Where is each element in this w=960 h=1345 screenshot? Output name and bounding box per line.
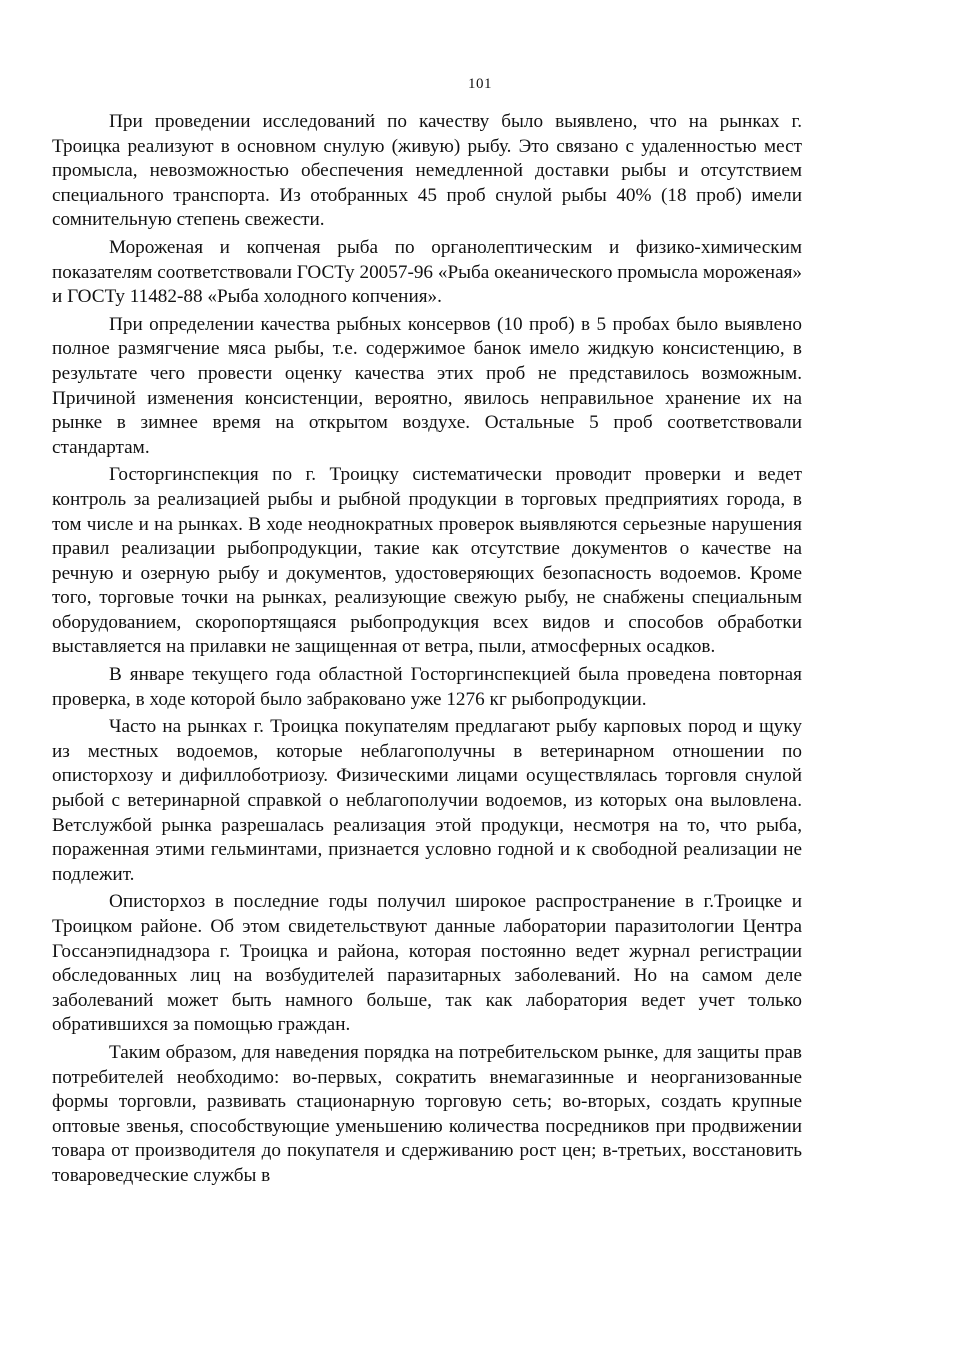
paragraph-8: Таким образом, для наведения порядка на потребительском рынке, для защиты прав потребителей необходимо: во-первых, сократить внемагазинные и неорганизованные формы торговли, развивать стационарную торговую сеть; во-вторых, создать крупные оптовые звенья, способствующие уменьшению количества посредников при продвижении товара от производителя до покупателя и сдерживанию рост цен; в-третьих, восстановить товароведческие службы в [52,1041,802,1186]
paragraph-4: Госторгинспекция по г. Троицку систематически проводит проверки и ведет контроль за реализацией рыбы и рыбной продукции в торговых предприятиях города, в том числе и на рынках. В ходе неоднократных проверок выявляются серьезные нарушения правил реализации рыбопродукции, такие как отсутствие документов о качестве на речную и озерную рыбу и документов, удостоверяющих безопасность водоемов. Кроме того, торговые точки на рынках, реализующие свежую рыбу, не снабжены специальным оборудованием, скоропортящаяся рыбопродукция всех видов и способов обработки выставляется на прилавки не защищенная от ветра, пыли, атмосферных осадков. [52,464,802,658]
paragraph-2: Мороженая и копченая рыба по органолептическим и физико-химическим показателям соответствовали ГОСТу 20057-96 «Рыба океанического промысла мороженая» и ГОСТу 11482-88 «Рыба холодного копчения». [52,236,802,308]
paragraph-6: Часто на рынках г. Троицка покупателям предлагают рыбу карповых пород и щуку из местных водоемов, которые неблагополучны в ветеринарном отношении по описторхозу и дифиллоботриозу. Физическими лицами осуществлялась торговля снулой рыбой с ветеринарной справкой о неблагополучии водоемов, из которых она выловлена. Ветслужбой рынка разрешалась реализация этой продукци, несмотря на то, что рыба, пораженная этими гельминтами, признается условно годной и к свободной реализации не подлежит. [52,716,802,885]
paragraph-7: Описторхоз в последние годы получил широкое распространение в г.Троицке и Троицком районе. Об этом свидетельствуют данные лаборатории паразитологии Центра Госсанэпиднадзора г. Троицка и района, которая постоянно ведет журнал регистрации обследованных лиц на возбудителей паразитарных заболеваний. Но на самом деле заболеваний может быть намного больше, так как лаборатория ведет учет только обратившихся за помощью граждан. [52,891,802,1036]
paragraph-1: При проведении исследований по качеству было выявлено, что на рынках г. Троицка реализуют в основном снулую (живую) рыбу. Это связано с удаленностью мест промысла, невозможностью обеспечения немедленной доставки рыбы и отсутствием специального транспорта. Из отобранных 45 проб снулой рыбы 40% (18 проб) имели сомнительную степень свежести. [52,111,802,231]
paragraph-5: В январе текущего года областной Госторгинспекцией была проведена повторная проверка, в ходе которой было забраковано уже 1276 кг рыбопродукции. [52,664,802,710]
page-number: 101 [468,76,492,92]
body-text [52,110,802,1189]
paragraph-3: При определении качества рыбных консервов (10 проб) в 5 пробах было выявлено полное размягчение мяса рыбы, т.е. содержимое банок имело жидкую консистенцию, в результате чего провести оценку качества этих проб не представилось возможным. Причиной изменения консистенции, вероятно, явилось неправильное хранение их на рынке в зимнее время на открытом воздухе. Остальные 5 проб соответствовали стандартам. [52,313,802,458]
